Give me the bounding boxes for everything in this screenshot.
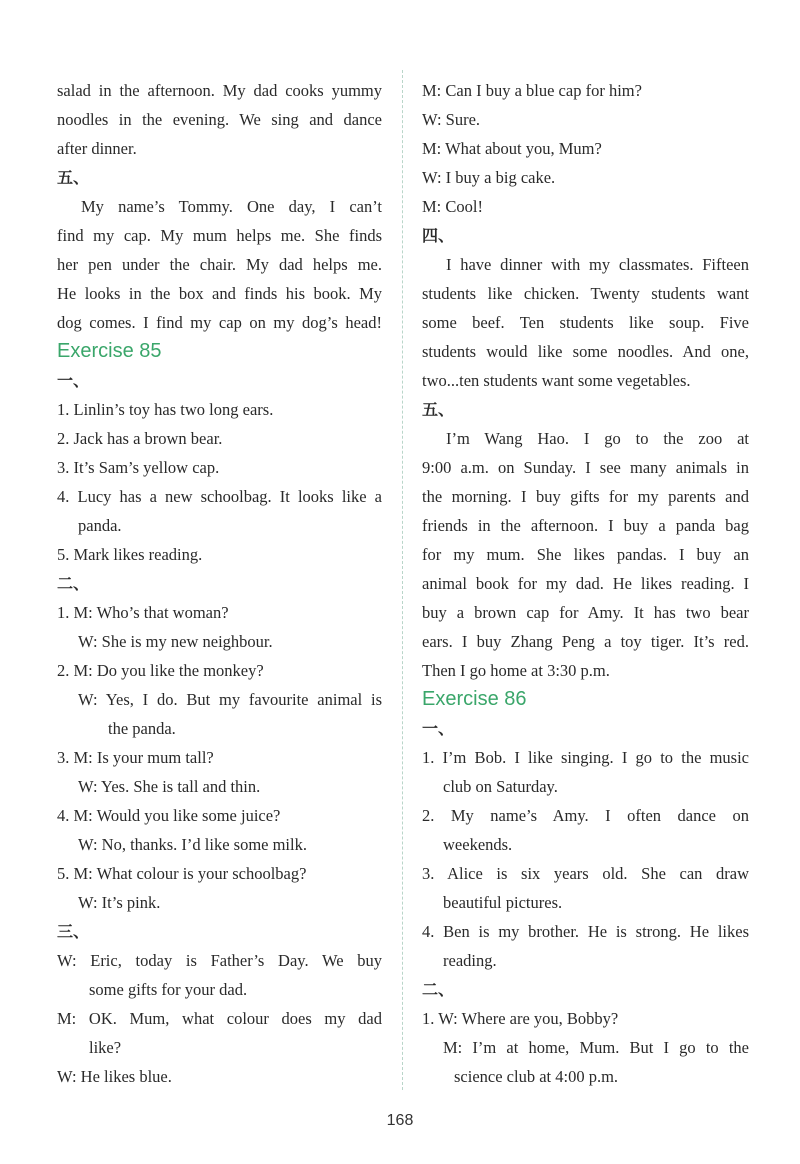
text-line: club on Saturday.	[443, 777, 558, 796]
text-line: My name’s Tommy. One day, I can’t	[81, 197, 382, 216]
text-line: students like chicken. Twenty students want	[422, 284, 749, 303]
text-line: friends in the afternoon. I buy a panda bag	[422, 516, 749, 535]
text-line: 1. Linlin’s toy has two long ears.	[57, 400, 274, 419]
text-line: 3. Alice is six years old. She can draw	[422, 864, 749, 883]
text-line: 5. Mark likes reading.	[57, 545, 203, 564]
text-line: 1. I’m Bob. I like singing. I go to the music	[422, 748, 749, 767]
text-line: buy a brown cap for Amy. It has two bear	[422, 603, 749, 622]
text-line: weekends.	[443, 835, 513, 854]
text-line: W: Sure.	[422, 110, 481, 129]
text-line: animal book for my dad. He likes reading. I	[422, 574, 749, 593]
text-line: panda.	[78, 516, 122, 535]
text-line: students would like some noodles. And one,	[422, 342, 749, 361]
text-line: reading.	[443, 951, 497, 970]
text-line: 4. M: Would you like some juice?	[57, 806, 281, 825]
text-line: M: What about you, Mum?	[422, 139, 602, 158]
text-line: M: OK. Mum, what colour does my dad	[57, 1009, 382, 1028]
text-line: W: Yes. She is tall and thin.	[78, 777, 261, 796]
text-line: 1. W: Where are you, Bobby?	[422, 1009, 619, 1028]
left-column	[57, 76, 382, 1091]
text-line: ears. I buy Zhang Peng a toy tiger. It’s red.	[422, 632, 749, 651]
text-line: W: Yes, I do. But my favourite animal is	[78, 690, 382, 709]
text-line: the morning. I buy gifts for my parents and	[422, 487, 749, 506]
text-line: 3. It’s Sam’s yellow cap.	[57, 458, 220, 477]
text-line: M: I’m at home, Mum. But I go to the	[443, 1038, 749, 1057]
section-heading: 四、	[422, 226, 455, 245]
text-line: 2. M: Do you like the monkey?	[57, 661, 264, 680]
text-line: W: I buy a big cake.	[422, 168, 556, 187]
text-line: salad in the afternoon. My dad cooks yummy	[57, 81, 382, 100]
text-line: 2. Jack has a brown bear.	[57, 429, 223, 448]
section-heading: 二、	[422, 980, 455, 999]
exercise-title: Exercise 85	[57, 340, 162, 362]
text-line: after dinner.	[57, 139, 137, 158]
text-line: W: Eric, today is Father’s Day. We buy	[57, 951, 382, 970]
text-line: M: Can I buy a blue cap for him?	[422, 81, 642, 100]
text-line: two...ten students want some vegetables.	[422, 371, 691, 390]
text-line: I have dinner with my classmates. Fifteen	[446, 255, 749, 274]
exercise-title: Exercise 86	[422, 688, 527, 710]
section-heading: 三、	[57, 922, 90, 941]
text-line: I’m Wang Hao. I go to the zoo at	[446, 429, 749, 448]
text-line: W: It’s pink.	[78, 893, 161, 912]
column-divider	[402, 70, 403, 1090]
text-line: He looks in the box and finds his book. My	[57, 284, 382, 303]
text-line: W: He likes blue.	[57, 1067, 172, 1086]
text-line: 4. Ben is my brother. He is strong. He likes	[422, 922, 749, 941]
section-heading: 一、	[422, 719, 455, 738]
text-line: the panda.	[108, 719, 176, 738]
text-line: science club at 4:00 p.m.	[454, 1067, 619, 1086]
text-line: M: Cool!	[422, 197, 483, 216]
text-line: some beef. Ten students like soup. Five	[422, 313, 749, 332]
section-heading: 一、	[57, 371, 90, 390]
text-line: like?	[89, 1038, 122, 1057]
text-line: find my cap. My mum helps me. She finds	[57, 226, 382, 245]
text-line: her pen under the chair. My dad helps me.	[57, 255, 382, 274]
text-line: W: No, thanks. I’d like some milk.	[78, 835, 307, 854]
text-line: 1. M: Who’s that woman?	[57, 603, 229, 622]
text-line: W: She is my new neighbour.	[78, 632, 273, 651]
text-line: 3. M: Is your mum tall?	[57, 748, 214, 767]
text-line: for my mum. She likes pandas. I buy an	[422, 545, 749, 564]
section-heading: 二、	[57, 574, 90, 593]
text-line: Then I go home at 3:30 p.m.	[422, 661, 610, 680]
text-line: 2. My name’s Amy. I often dance on	[422, 806, 749, 825]
text-line: beautiful pictures.	[443, 893, 563, 912]
text-line: 5. M: What colour is your schoolbag?	[57, 864, 307, 883]
right-column	[422, 76, 749, 1091]
section-heading: 五、	[422, 400, 455, 419]
text-line: 4. Lucy has a new schoolbag. It looks like a	[57, 487, 382, 506]
text-line: 9:00 a.m. on Sunday. I see many animals in	[422, 458, 749, 477]
text-line: dog comes. I find my cap on my dog’s head!	[57, 313, 382, 332]
text-line: noodles in the evening. We sing and dance	[57, 110, 382, 129]
text-line: some gifts for your dad.	[89, 980, 248, 999]
page-number: 168	[386, 1112, 414, 1129]
section-heading: 五、	[57, 168, 90, 187]
